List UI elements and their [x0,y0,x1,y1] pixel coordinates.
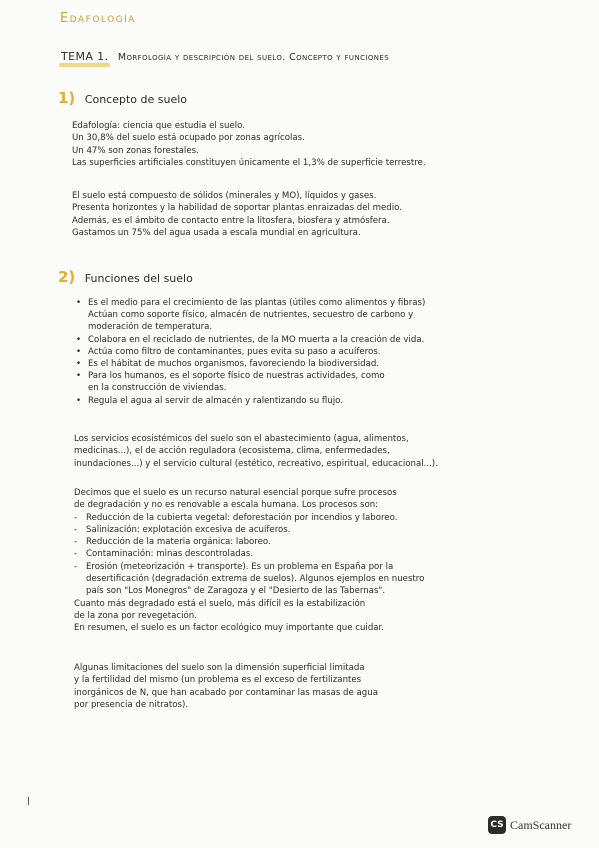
section-number: 1) [58,89,76,107]
text-line: Además, es el ámbito de contacto entre la litosfera, biosfera y atmósfera. [72,215,390,226]
bullet-item: • Actúa como filtro de contaminantes, pues evita su paso a acuíferos. [76,346,576,358]
camscanner-logo-icon: CS [488,816,506,834]
degradation-item: - Reducción de la cubierta vegetal: deforestación por incendios y laboreo. [74,512,579,524]
camscanner-watermark [488,816,571,834]
limitations-paragraph [74,662,579,711]
text-line: de degradación y no es renovable a escala humana. Los procesos son: [74,500,379,511]
concept-paragraph-1 [72,120,577,169]
text-line: Gastamos un 75% del agua usada a escala mundial en agricultura. [72,227,361,238]
degradation-continuation: desertificación (degradación extrema de suelos). Algunos ejemplos en nuestro [86,574,425,585]
text-line: Presenta horizontes y la habilidad de soportar plantas enraizadas del medio. [72,203,402,214]
bullet-continuation: moderación de temperatura. [88,322,213,333]
degradation-item: - Salinización: explotación excesiva de acuíferos. [74,524,579,536]
text-line: Edafología: ciencia que estudia el suelo. [72,121,245,131]
text-line: inundaciones...) y el servicio cultural (estético, recreativo, espiritual, educacional...). [74,458,438,469]
text-line: medicinas...), el de acción reguladora (ecosistema, clima, enfermedades, [74,446,390,457]
bullet-item: • Es el hábitat de muchos organismos, favoreciendo la biodiversidad. [76,358,576,370]
bullet-item: • Para los humanos, es el soporte físico de nuestras actividades, como [76,370,576,382]
topic-line [61,50,581,63]
degradation-item: - Contaminación: minas descontroladas. [74,548,579,560]
degradation-paragraph [74,487,579,635]
text-line: Algunas limitaciones del suelo son la dimensión superficial limitada [74,663,365,673]
concept-paragraph-2 [72,190,577,239]
text-line: Decimos que el suelo es un recurso natural esencial porque sufre procesos [74,488,397,498]
topic-number: TEMA 1. [61,50,109,63]
document-title: Edafología [60,11,136,26]
text-line: Los servicios ecosistémicos del suelo son el abastecimiento (agua, alimentos, [74,434,409,444]
text-line: de la zona por revegetación. [74,610,197,621]
degradation-item: - Erosión (meteorización + transporte). Es un problema en España por la [74,561,579,573]
text-line: Cuanto más degradado está el suelo, más difícil es la estabilización [74,598,366,609]
section-title: Concepto de suelo [84,93,188,106]
ecosystem-services-paragraph [74,433,579,470]
text-line: Un 47% son zonas forestales. [72,145,199,156]
topic-title: Morfología y descripción del suelo. Concepto y funciones [117,52,390,63]
bullet-continuation: Actúan como soporte físico, almacén de nutrientes, secuestro de carbono y [88,310,414,321]
text-line: Un 30,8% del suelo está ocupado por zonas agrícolas. [72,133,305,144]
section-heading-functions [58,268,193,286]
section-number: 2) [58,268,76,286]
text-line: por presencia de nitratos). [74,699,189,710]
text-line: y la fertilidad del mismo (un problema es el exceso de fertilizantes [74,675,362,686]
text-line: El suelo está compuesto de sólidos (minerales y MO), líquidos y gases. [72,191,377,201]
bullet-continuation: en la construcción de viviendas. [88,383,227,394]
text-line: Las superficies artificiales constituyen únicamente el 1,3% de superficie terrestre. [72,157,426,168]
degradation-item: - Reducción de la materia orgánica: laboreo. [74,536,579,548]
bullet-item: • Regula el agua al servir de almacén y ralentizando su flujo. [76,395,576,407]
section-title: Funciones del suelo [84,272,193,285]
bullet-item: • Es el medio para el crecimiento de las plantas (útiles como alimentos y fibras) [76,297,576,309]
degradation-continuation: país son "Los Monegros" de Zaragoza y el "Desierto de las Tabernas". [86,586,386,597]
bullet-item: • Colabora en el reciclado de nutrientes, de la MO muerta a la creación de vida. [76,334,576,346]
section-heading-concept [58,89,187,107]
text-line: En resumen, el suelo es un factor ecológico muy importante que cuidar. [74,623,385,634]
margin-mark [28,797,29,805]
functions-bullet-list [76,297,576,407]
text-line: inorgánicos de N, que han acabado por contaminar las masas de agua [74,687,378,698]
camscanner-brand: CamScanner [510,817,572,832]
